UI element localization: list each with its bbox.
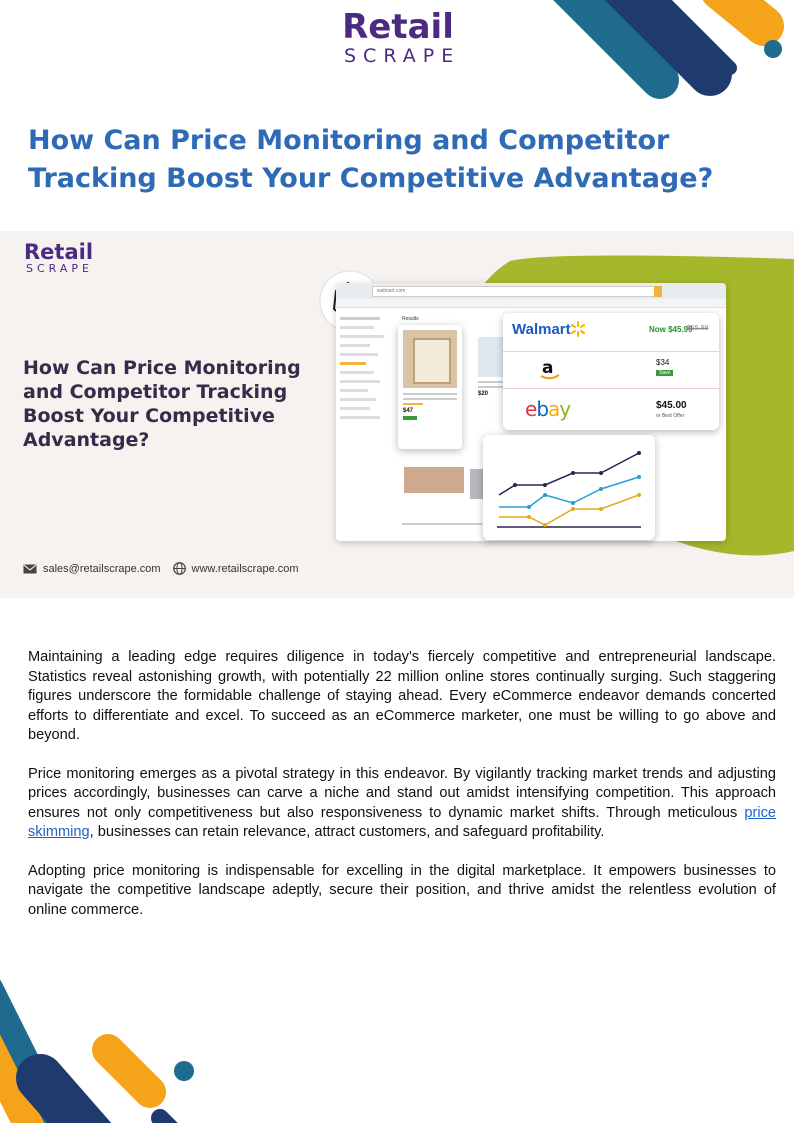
walmart-logo: Walmart — [512, 321, 571, 338]
product-row-image — [404, 467, 464, 493]
product1-price: $47 — [403, 408, 414, 414]
search-button — [654, 286, 662, 297]
email-icon — [23, 564, 37, 574]
amazon-row — [503, 352, 719, 389]
product-card-mirror — [398, 325, 462, 449]
paragraph-1: Maintaining a leading edge requires diligence in today's fiercely competitive and entrepreneurial landscape. Statistics reveal astonishing growth, with potentially 22 million online stores continually surging. Such staggering figures underscore the formidable challenge of staying ahead. Every eCommerce endeavor demands concerted efforts to differentiate and excel. To succeed as an eCommerce marketer, one must be willing to go above and beyond. — [28, 649, 776, 743]
amazon-price: $34 — [656, 358, 670, 367]
mirror-image — [403, 330, 457, 388]
search-text: walmart.com — [377, 288, 406, 294]
svg-text:a: a — [542, 358, 554, 378]
series-bottom-line — [499, 495, 639, 525]
banner-title: How Can Price Monitoring and Competitor Tracking Boost Your Competitive Advantage? — [23, 357, 301, 451]
amazon-save-tag: Save — [656, 370, 673, 376]
paragraph-2 — [28, 765, 776, 843]
trend-chart-card — [483, 435, 655, 540]
contact-email: sales@retailscrape.com — [43, 562, 161, 575]
ebay-note: or Best Offer — [656, 413, 685, 419]
banner-logo — [24, 241, 93, 275]
page-title: How Can Price Monitoring and Competitor Tracking Boost Your Competitive Advantage? — [28, 125, 714, 194]
series-top-line — [499, 453, 639, 495]
product2-price: $20 — [478, 391, 489, 397]
logo-subtitle: SCRAPE — [344, 45, 461, 67]
walmart-old-price: $55.99 — [687, 325, 709, 332]
retailscrape-logo — [338, 7, 461, 67]
article-body — [28, 648, 776, 939]
search-bar — [372, 286, 658, 297]
walmart-spark-icon — [571, 321, 585, 337]
trend-chart — [483, 435, 655, 540]
price-skimming-link[interactable]: price skimming — [28, 804, 776, 840]
logo-wordmark: Retail — [342, 7, 454, 47]
browser-topbar — [336, 283, 726, 299]
globe-icon — [173, 562, 186, 575]
banner-logo-wordmark: Retail — [24, 240, 94, 264]
price-comparison-card — [503, 313, 719, 430]
ebay-row — [503, 389, 719, 429]
paragraph-3: Adopting price monitoring is indispensable for excelling in the digital marketplace. It empowers businesses to navigate the competitive landscape adeptly, secure their position, and thrive amidst the relentless evolution of online commerce. — [28, 862, 776, 918]
filter-sidebar — [340, 311, 390, 511]
top-right-decoration — [520, 0, 794, 110]
ebay-logo: ebay — [525, 397, 571, 421]
banner-contact — [23, 562, 299, 575]
paragraph-2-text: Price monitoring emerges as a pivotal strategy in this endeavor. By vigilantly tracking market trends and adjusting prices accordingly, businesses can carve a niche and stand out amidst intensifying competition. This approach ensures not only competitiveness but also responsiveness to dynamic market shifts. Through meticulous — [28, 765, 776, 821]
banner-logo-subtitle: SCRAPE — [26, 262, 93, 275]
browser-navbar — [336, 299, 726, 308]
contact-website: www.retailscrape.com — [191, 562, 299, 575]
ebay-price: $45.00 — [656, 400, 687, 411]
amazon-logo-icon — [539, 358, 561, 380]
bottom-left-decoration — [0, 968, 200, 1123]
walmart-price: Now $45.99 — [649, 325, 693, 334]
paragraph-2-text-end: , businesses can retain relevance, attract customers, and safeguard profitability. — [89, 824, 605, 840]
product-row-image-2 — [470, 469, 484, 499]
hero-banner — [0, 231, 794, 598]
walmart-row — [503, 313, 719, 352]
results-label: Results — [402, 316, 419, 322]
